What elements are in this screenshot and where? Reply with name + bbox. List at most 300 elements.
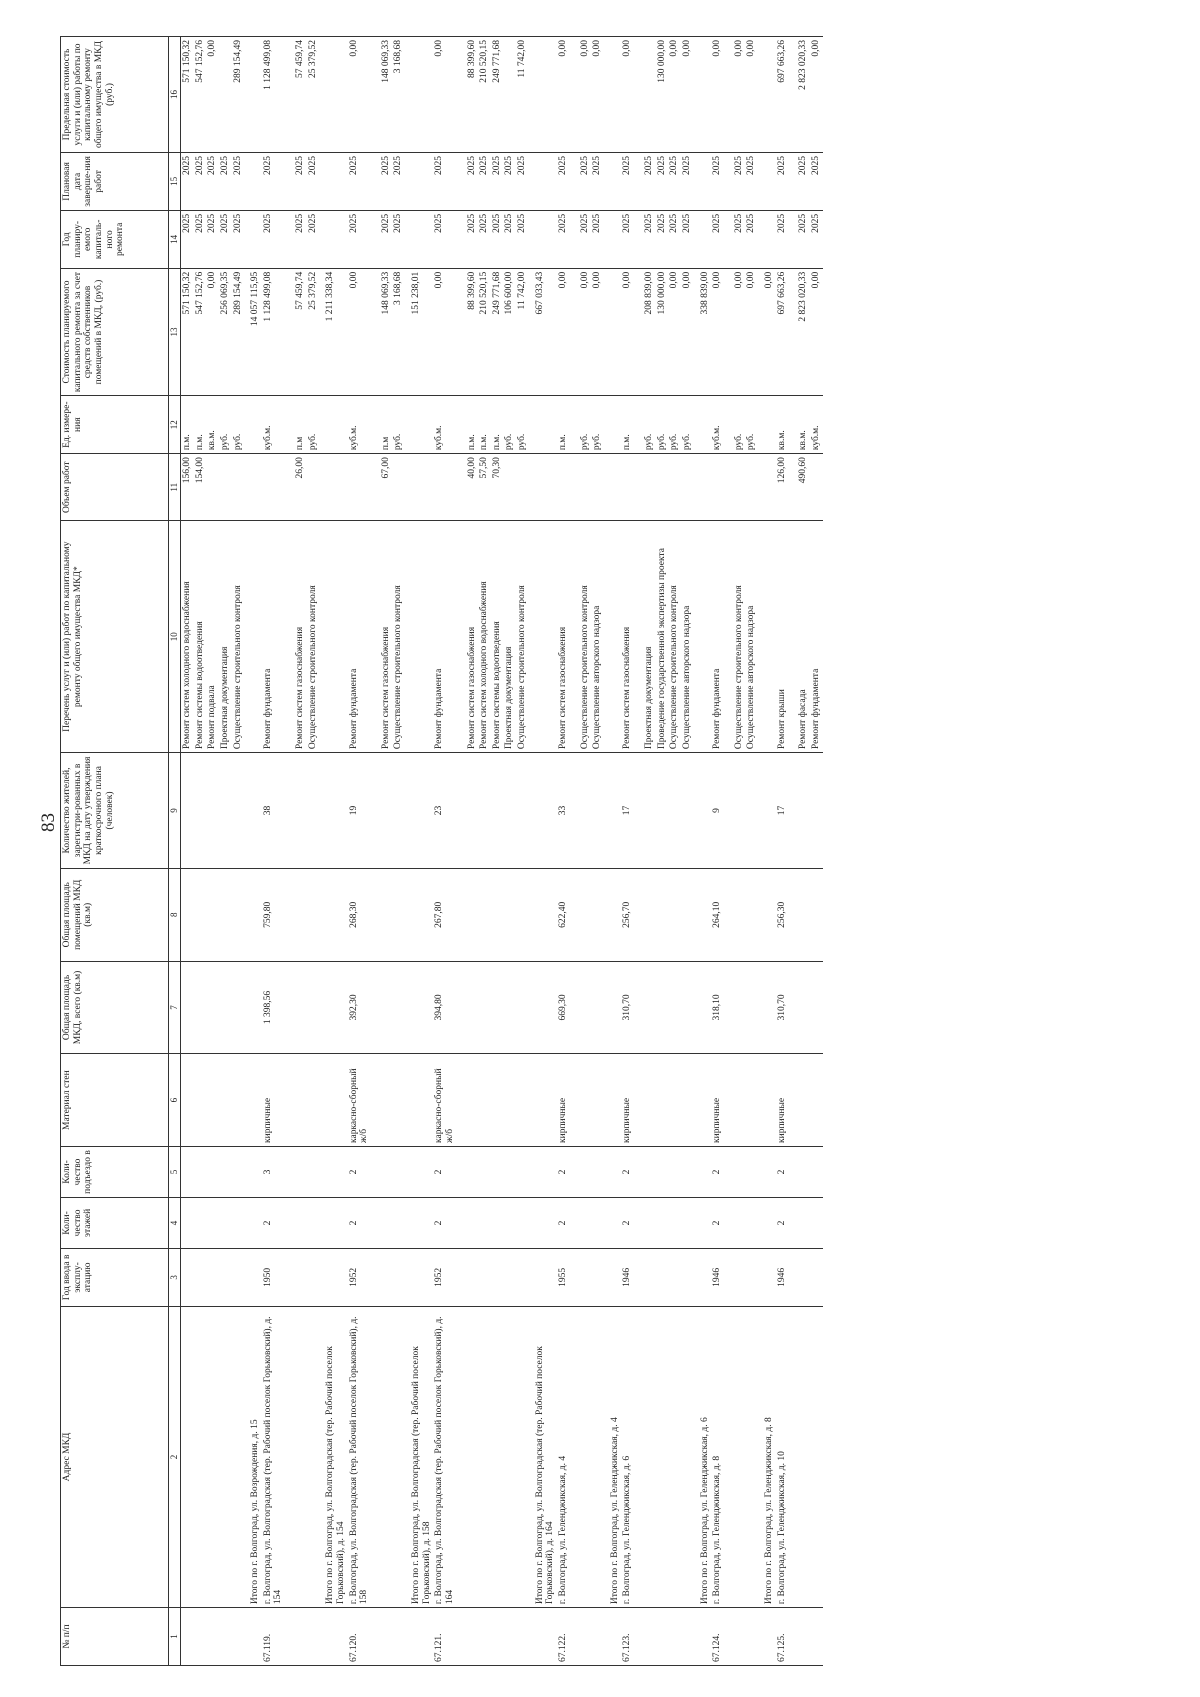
empty-cell xyxy=(319,1197,347,1248)
work-unit: руб. xyxy=(516,396,529,454)
column-number-12: 12 xyxy=(169,396,181,454)
work-year: 2025 xyxy=(294,210,307,268)
empty-cell xyxy=(206,1197,219,1248)
table-row xyxy=(380,37,393,1666)
empty-cell xyxy=(681,1054,694,1147)
empty-cell xyxy=(797,1197,810,1248)
empty-cell xyxy=(503,961,516,1054)
work-end-date: 2025 xyxy=(348,152,380,210)
total-label: Итого по г. Волгоград, ул. Волгоградская (тер. Рабочий поселок Горьковский), д. 158 xyxy=(405,1306,433,1607)
work-unit: куб.м. xyxy=(810,396,823,454)
empty-cell xyxy=(758,753,776,869)
empty-cell xyxy=(604,961,622,1054)
empty-cell xyxy=(668,961,681,1054)
work-name: Ремонт фундамента xyxy=(711,521,733,753)
work-limit-cost: 0,00 xyxy=(810,37,823,153)
empty-cell xyxy=(681,1248,694,1306)
empty-cell xyxy=(604,1608,622,1666)
empty-cell xyxy=(466,961,479,1054)
empty-cell xyxy=(319,210,347,268)
work-cost: 0,00 xyxy=(206,268,219,395)
table-row xyxy=(579,37,592,1666)
work-name: Осуществление строительного контроля xyxy=(516,521,529,753)
empty-cell xyxy=(194,1608,207,1666)
object-area-rooms: 256,70 xyxy=(621,868,643,961)
empty-cell xyxy=(319,521,347,753)
work-name: Проектная документация xyxy=(219,521,232,753)
empty-cell xyxy=(604,37,622,153)
work-year: 2025 xyxy=(478,210,491,268)
empty-cell xyxy=(579,1146,592,1197)
table-row xyxy=(307,37,320,1666)
empty-cell xyxy=(745,1054,758,1147)
empty-cell xyxy=(668,1146,681,1197)
table-row xyxy=(557,37,579,1666)
empty-cell xyxy=(319,961,347,1054)
empty-cell xyxy=(491,753,504,869)
work-name: Осуществление авторского надзора xyxy=(681,521,694,753)
empty-cell xyxy=(232,1054,245,1147)
empty-cell xyxy=(694,753,712,869)
work-end-date: 2025 xyxy=(433,152,465,210)
empty-cell xyxy=(745,1248,758,1306)
work-volume xyxy=(262,454,294,521)
work-name: Ремонт фасада xyxy=(797,521,810,753)
empty-cell xyxy=(294,1146,307,1197)
empty-cell xyxy=(604,210,622,268)
work-limit-cost: 0,00 xyxy=(348,37,380,153)
empty-cell xyxy=(307,1197,320,1248)
table-row xyxy=(206,37,219,1666)
object-walls: кирпичные xyxy=(557,1054,579,1147)
table-row xyxy=(503,37,516,1666)
object-area: 318,10 xyxy=(711,961,733,1054)
empty-cell xyxy=(244,454,262,521)
empty-cell xyxy=(591,961,604,1054)
table-row xyxy=(466,37,479,1666)
total-row xyxy=(604,37,622,1666)
work-end-date: 2025 xyxy=(621,152,643,210)
empty-cell xyxy=(181,1608,194,1666)
empty-cell xyxy=(392,1197,405,1248)
empty-cell xyxy=(579,1197,592,1248)
empty-cell xyxy=(604,1248,622,1306)
empty-cell xyxy=(478,868,491,961)
empty-cell xyxy=(643,1248,656,1306)
object-entrances: 2 xyxy=(776,1146,798,1197)
empty-cell xyxy=(797,1248,810,1306)
object-area: 310,70 xyxy=(621,961,643,1054)
repair-plan-table-sheet xyxy=(60,36,1145,1666)
table-row xyxy=(621,37,643,1666)
total-label: Итого по г. Волгоград, ул. Геленджикская, д. 4 xyxy=(604,1306,622,1607)
work-year: 2025 xyxy=(491,210,504,268)
empty-cell xyxy=(668,1608,681,1666)
empty-cell xyxy=(681,753,694,869)
column-header-7: Общая площадь МКД, всего (кв.м) xyxy=(61,961,169,1054)
work-end-date: 2025 xyxy=(232,152,245,210)
empty-cell xyxy=(758,1248,776,1306)
empty-cell xyxy=(656,868,669,961)
work-limit-cost: 25 379,52 xyxy=(307,37,320,153)
work-volume xyxy=(579,454,592,521)
empty-cell xyxy=(758,152,776,210)
empty-cell xyxy=(219,1306,232,1607)
empty-cell xyxy=(219,961,232,1054)
empty-cell xyxy=(745,961,758,1054)
empty-cell xyxy=(194,1248,207,1306)
work-unit: п.м. xyxy=(194,396,207,454)
empty-cell xyxy=(491,1054,504,1147)
empty-cell xyxy=(478,1306,491,1607)
empty-cell xyxy=(516,1197,529,1248)
empty-cell xyxy=(579,1248,592,1306)
empty-cell xyxy=(194,1306,207,1607)
work-year: 2025 xyxy=(206,210,219,268)
object-number: 67.121. xyxy=(433,1608,465,1666)
empty-cell xyxy=(591,1248,604,1306)
column-number-2: 2 xyxy=(169,1306,181,1607)
work-cost: 0,00 xyxy=(348,268,380,395)
column-number-4: 4 xyxy=(169,1197,181,1248)
empty-cell xyxy=(810,753,823,869)
empty-cell xyxy=(319,868,347,961)
work-year: 2025 xyxy=(433,210,465,268)
empty-cell xyxy=(681,1197,694,1248)
empty-cell xyxy=(529,753,557,869)
empty-cell xyxy=(745,753,758,869)
work-end-date: 2025 xyxy=(219,152,232,210)
empty-cell xyxy=(516,961,529,1054)
empty-cell xyxy=(181,961,194,1054)
work-volume xyxy=(711,454,733,521)
object-address: г. Волгоград, ул. Волгоградская (тер. Рабочий поселок Горьковский), д. 158 xyxy=(348,1306,380,1607)
object-entrances: 2 xyxy=(557,1146,579,1197)
empty-cell xyxy=(529,1054,557,1147)
empty-cell xyxy=(491,868,504,961)
empty-cell xyxy=(181,1146,194,1197)
empty-cell xyxy=(181,1306,194,1607)
work-year: 2025 xyxy=(745,210,758,268)
work-year: 2025 xyxy=(621,210,643,268)
object-entrances: 2 xyxy=(348,1146,380,1197)
work-year: 2025 xyxy=(262,210,294,268)
object-residents: 33 xyxy=(557,753,579,869)
object-address: г. Волгоград, ул. Волгоградская (тер. Рабочий поселок Горьковский), д. 154 xyxy=(262,1306,294,1607)
work-limit-cost xyxy=(503,37,516,153)
work-cost: 571 150,32 xyxy=(181,268,194,395)
empty-cell xyxy=(733,1054,746,1147)
empty-cell xyxy=(466,1248,479,1306)
work-end-date: 2025 xyxy=(579,152,592,210)
empty-cell xyxy=(503,1146,516,1197)
empty-cell xyxy=(516,1248,529,1306)
work-cost: 0,00 xyxy=(681,268,694,395)
object-floors: 2 xyxy=(557,1197,579,1248)
empty-cell xyxy=(604,753,622,869)
empty-cell xyxy=(181,1197,194,1248)
total-cost: 14 057 115,95 xyxy=(244,268,262,395)
work-limit-cost: 130 000,00 xyxy=(656,37,669,153)
empty-cell xyxy=(232,1306,245,1607)
work-cost: 289 154,49 xyxy=(232,268,245,395)
work-unit: п.м. xyxy=(491,396,504,454)
empty-cell xyxy=(529,37,557,153)
work-cost: 148 069,33 xyxy=(380,268,393,395)
empty-cell xyxy=(758,396,776,454)
total-cost: 0,00 xyxy=(758,268,776,395)
table-row xyxy=(262,37,294,1666)
work-end-date: 2025 xyxy=(681,152,694,210)
work-year: 2025 xyxy=(181,210,194,268)
work-name: Ремонт системы водоотведения xyxy=(491,521,504,753)
work-end-date: 2025 xyxy=(466,152,479,210)
object-address: г. Волгоград, ул. Геленджикская, д. 4 xyxy=(557,1306,579,1607)
table-body xyxy=(181,37,823,1666)
work-unit: куб.м. xyxy=(711,396,733,454)
work-name: Ремонт подвала xyxy=(206,521,219,753)
work-name: Осуществление строительного контроля xyxy=(733,521,746,753)
empty-cell xyxy=(733,753,746,869)
empty-cell xyxy=(733,1248,746,1306)
empty-cell xyxy=(392,1608,405,1666)
work-volume xyxy=(668,454,681,521)
empty-cell xyxy=(219,1054,232,1147)
work-limit-cost: 0,00 xyxy=(681,37,694,153)
column-number-10: 10 xyxy=(169,521,181,753)
empty-cell xyxy=(307,1608,320,1666)
work-limit-cost: 148 069,33 xyxy=(380,37,393,153)
empty-cell xyxy=(478,1054,491,1147)
empty-cell xyxy=(681,868,694,961)
work-limit-cost xyxy=(643,37,656,153)
work-end-date: 2025 xyxy=(711,152,733,210)
empty-cell xyxy=(405,396,433,454)
empty-cell xyxy=(694,210,712,268)
total-label: Итого по г. Волгоград, ул. Волгоградская (тер. Рабочий поселок Горьковский), д. 154 xyxy=(319,1306,347,1607)
empty-cell xyxy=(405,753,433,869)
empty-cell xyxy=(579,868,592,961)
table-row xyxy=(491,37,504,1666)
object-entrances: 2 xyxy=(621,1146,643,1197)
empty-cell xyxy=(529,868,557,961)
column-number-6: 6 xyxy=(169,1054,181,1147)
work-volume xyxy=(433,454,465,521)
column-number-13: 13 xyxy=(169,268,181,395)
work-limit-cost: 0,00 xyxy=(206,37,219,153)
empty-cell xyxy=(656,1608,669,1666)
work-name: Ремонт фундамента xyxy=(348,521,380,753)
empty-cell xyxy=(529,396,557,454)
table-row xyxy=(656,37,669,1666)
work-limit-cost: 1 128 499,08 xyxy=(262,37,294,153)
column-header-11: Объем работ xyxy=(61,454,169,521)
empty-cell xyxy=(579,1608,592,1666)
work-cost: 0,00 xyxy=(621,268,643,395)
table-row xyxy=(194,37,207,1666)
empty-cell xyxy=(694,152,712,210)
object-address: г. Волгоград, ул. Волгоградская (тер. Рабочий поселок Горьковский), д. 164 xyxy=(433,1306,465,1607)
total-label: Итого по г. Волгоград, ул. Волгоградская (тер. Рабочий поселок Горьковский), д. 164 xyxy=(529,1306,557,1607)
empty-cell xyxy=(466,1608,479,1666)
empty-cell xyxy=(643,1146,656,1197)
work-unit: п.м. xyxy=(466,396,479,454)
empty-cell xyxy=(392,753,405,869)
empty-cell xyxy=(380,1248,393,1306)
work-name: Ремонт фундамента xyxy=(433,521,465,753)
total-row xyxy=(758,37,776,1666)
empty-cell xyxy=(516,868,529,961)
object-floors: 2 xyxy=(711,1197,733,1248)
object-area: 669,30 xyxy=(557,961,579,1054)
empty-cell xyxy=(694,868,712,961)
empty-cell xyxy=(466,1054,479,1147)
work-cost: 0,00 xyxy=(745,268,758,395)
work-limit-cost: 2 823 020,33 xyxy=(797,37,810,153)
object-year: 1946 xyxy=(711,1248,733,1306)
work-name: Проведение государственной экспертизы проекта xyxy=(656,521,669,753)
table-row xyxy=(232,37,245,1666)
work-volume xyxy=(656,454,669,521)
empty-cell xyxy=(503,1306,516,1607)
work-year: 2025 xyxy=(503,210,516,268)
work-year: 2025 xyxy=(232,210,245,268)
column-header-15: Плановая дата заверше-ния работ xyxy=(61,152,169,210)
work-year: 2025 xyxy=(733,210,746,268)
work-cost: 0,00 xyxy=(579,268,592,395)
work-year: 2025 xyxy=(307,210,320,268)
column-header-9: Количество жителей, зарегистри-рованных в МКД на дату утверждения краткосрочного плана (человек) xyxy=(61,753,169,869)
empty-cell xyxy=(491,1248,504,1306)
empty-cell xyxy=(529,210,557,268)
empty-cell xyxy=(810,1197,823,1248)
empty-cell xyxy=(219,1608,232,1666)
work-name: Ремонт систем газоснабжения xyxy=(380,521,393,753)
column-header-13: Стоимость планируемого капитального ремонта за счет средств собственников помещений в МКД, (руб.) xyxy=(61,268,169,395)
empty-cell xyxy=(758,521,776,753)
empty-cell xyxy=(810,1146,823,1197)
column-header-2: Адрес МКД xyxy=(61,1306,169,1607)
empty-cell xyxy=(681,961,694,1054)
column-header-12: Ед. измере-ния xyxy=(61,396,169,454)
work-end-date: 2025 xyxy=(392,152,405,210)
column-header-6: Материал стен xyxy=(61,1054,169,1147)
empty-cell xyxy=(733,1608,746,1666)
work-cost: 88 399,60 xyxy=(466,268,479,395)
empty-cell xyxy=(206,1146,219,1197)
work-unit: п.м. xyxy=(557,396,579,454)
empty-cell xyxy=(392,868,405,961)
empty-cell xyxy=(380,1306,393,1607)
empty-cell xyxy=(181,868,194,961)
empty-cell xyxy=(579,753,592,869)
object-walls: каркасно-сборный ж/б xyxy=(433,1054,465,1147)
total-row xyxy=(405,37,433,1666)
empty-cell xyxy=(503,753,516,869)
empty-cell xyxy=(810,1608,823,1666)
work-end-date: 2025 xyxy=(307,152,320,210)
total-cost xyxy=(604,268,622,395)
empty-cell xyxy=(194,961,207,1054)
empty-cell xyxy=(758,961,776,1054)
empty-cell xyxy=(797,1054,810,1147)
work-unit: руб. xyxy=(503,396,516,454)
empty-cell xyxy=(194,1146,207,1197)
empty-cell xyxy=(405,521,433,753)
work-limit-cost: 249 771,68 xyxy=(491,37,504,153)
column-number-1: 1 xyxy=(169,1608,181,1666)
empty-cell xyxy=(244,396,262,454)
table-row xyxy=(643,37,656,1666)
work-year: 2025 xyxy=(656,210,669,268)
empty-cell xyxy=(478,1146,491,1197)
empty-cell xyxy=(405,868,433,961)
empty-cell xyxy=(745,868,758,961)
empty-cell xyxy=(694,961,712,1054)
object-entrances: 2 xyxy=(433,1146,465,1197)
header-row xyxy=(61,37,169,1666)
empty-cell xyxy=(503,1248,516,1306)
work-name: Осуществление строительного контроля xyxy=(579,521,592,753)
work-limit-cost: 88 399,60 xyxy=(466,37,479,153)
total-cost: 151 238,01 xyxy=(405,268,433,395)
object-address: г. Волгоград, ул. Геленджикская, д. 8 xyxy=(711,1306,733,1607)
empty-cell xyxy=(643,868,656,961)
work-year: 2025 xyxy=(643,210,656,268)
work-unit: руб. xyxy=(219,396,232,454)
empty-cell xyxy=(294,1248,307,1306)
table-row xyxy=(668,37,681,1666)
empty-cell xyxy=(232,1197,245,1248)
object-floors: 2 xyxy=(776,1197,798,1248)
work-end-date: 2025 xyxy=(516,152,529,210)
empty-cell xyxy=(643,1608,656,1666)
empty-cell xyxy=(591,1197,604,1248)
empty-cell xyxy=(319,1146,347,1197)
empty-cell xyxy=(758,37,776,153)
object-area-rooms: 759,80 xyxy=(262,868,294,961)
object-entrances: 2 xyxy=(711,1146,733,1197)
empty-cell xyxy=(405,37,433,153)
empty-cell xyxy=(466,753,479,869)
empty-cell xyxy=(733,961,746,1054)
empty-cell xyxy=(591,1146,604,1197)
empty-cell xyxy=(516,1146,529,1197)
empty-cell xyxy=(380,1197,393,1248)
empty-cell xyxy=(491,1146,504,1197)
total-row xyxy=(319,37,347,1666)
empty-cell xyxy=(307,1306,320,1607)
work-unit: куб.м. xyxy=(433,396,465,454)
empty-cell xyxy=(294,1306,307,1607)
work-unit: руб. xyxy=(668,396,681,454)
object-area-rooms: 264,10 xyxy=(711,868,733,961)
empty-cell xyxy=(294,1608,307,1666)
total-label: Итого по г. Волгоград, ул. Геленджикская, д. 6 xyxy=(694,1306,712,1607)
table-row xyxy=(681,37,694,1666)
empty-cell xyxy=(244,37,262,153)
table-row xyxy=(392,37,405,1666)
work-volume: 57,50 xyxy=(478,454,491,521)
empty-cell xyxy=(810,1306,823,1607)
empty-cell xyxy=(733,1306,746,1607)
work-cost: 0,00 xyxy=(668,268,681,395)
work-end-date: 2025 xyxy=(503,152,516,210)
empty-cell xyxy=(319,396,347,454)
empty-cell xyxy=(810,1248,823,1306)
empty-cell xyxy=(478,753,491,869)
empty-cell xyxy=(529,1248,557,1306)
